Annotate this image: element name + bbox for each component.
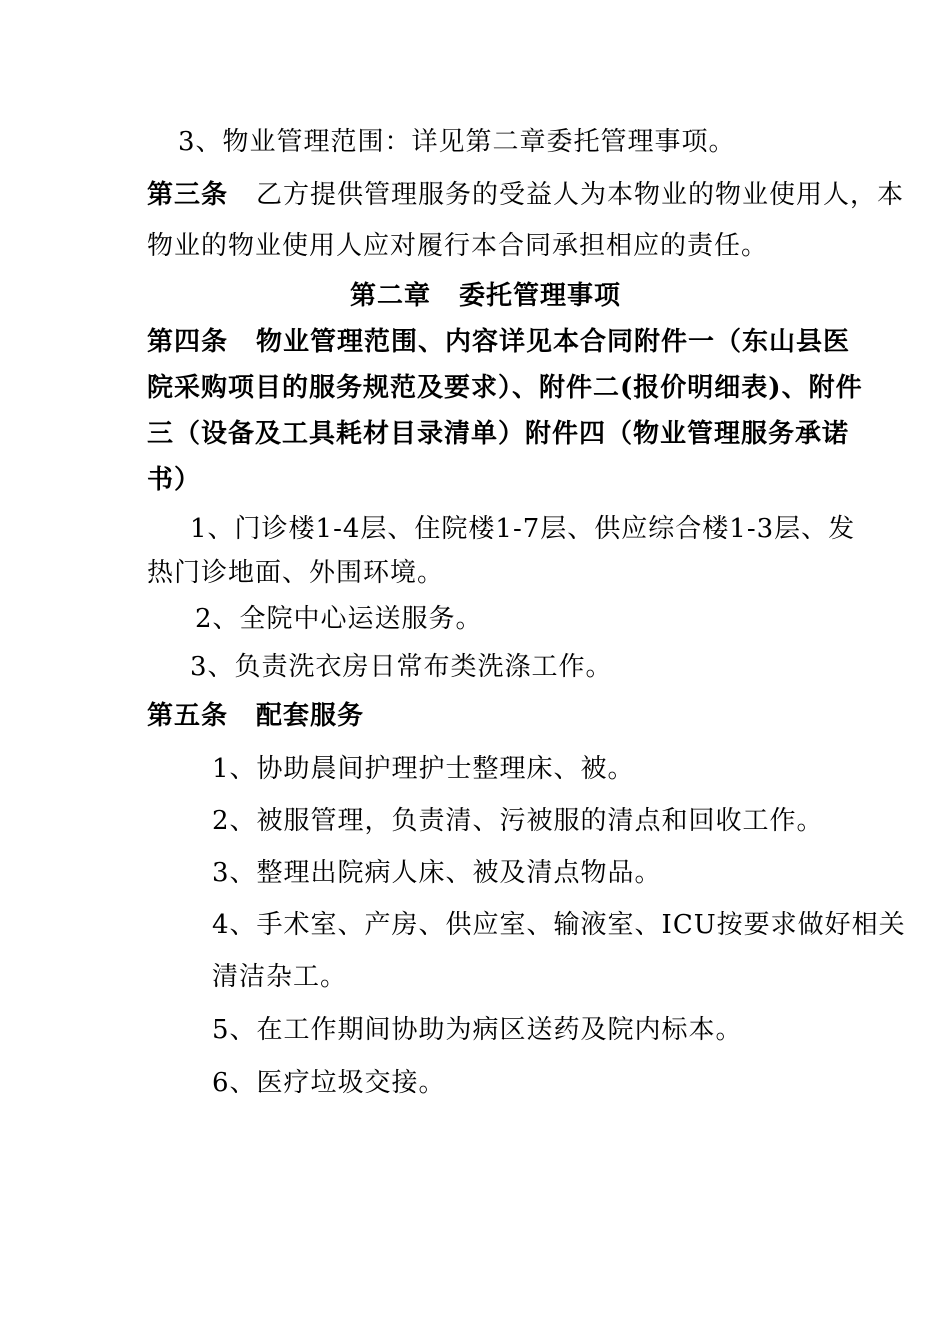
art4-label: 第四条: [147, 327, 229, 357]
art3-label: 第三条: [147, 180, 229, 210]
art5-item3: 3、整理出院病人床、被及清点物品。: [212, 858, 662, 888]
art4-line3: 三（设备及工具耗材目录清单）附件四（物业管理服务承诺: [147, 419, 850, 449]
art5-item5: 5、在工作期间协助为病区送药及院内标本。: [212, 1015, 743, 1045]
art5-item2: 2、被服管理，负责清、污被服的清点和回收工作。: [212, 806, 824, 836]
art4-line1: [147, 327, 850, 357]
chapter2-heading: [350, 281, 621, 311]
art4-line4: 书）: [147, 465, 202, 495]
art4-item1-line2: 热门诊地面、外围环境。: [147, 558, 445, 588]
art4-line2: 院采购项目的服务规范及要求）、附件二(报价明细表)、附件: [147, 373, 863, 403]
art5-item6: 6、医疗垃圾交接。: [212, 1068, 446, 1098]
art5-title: 配套服务: [256, 701, 365, 731]
art4-item1-line1: 1、门诊楼1-4层、住院楼1-7层、供应综合楼1-3层、发: [190, 514, 856, 544]
art2-item3: 3、物业管理范围：详见第二章委托管理事项。: [178, 127, 736, 157]
art5-item1: 1、协助晨间护理护士整理床、被。: [212, 754, 635, 784]
art5-label: 第五条: [147, 701, 229, 731]
chapter2-title: 委托管理事项: [459, 281, 622, 311]
art4-item3: 3、负责洗衣房日常布类洗涤工作。: [190, 652, 613, 682]
art3-line2: 物业的物业使用人应对履行本合同承担相应的责任。: [147, 231, 769, 261]
art5-item4-line1: 4、手术室、产房、供应室、输液室、ICU按要求做好相关: [212, 910, 906, 940]
chapter2-number: 第二章: [350, 281, 432, 311]
art4-item2: 2、全院中心运送服务。: [195, 604, 483, 634]
art5-heading: [147, 701, 364, 731]
art5-item4-line2: 清洁杂工。: [212, 962, 348, 992]
art3-line1: [147, 180, 904, 210]
art4-text1: 物业管理范围、内容详见本合同附件一（东山县医: [256, 327, 851, 357]
art3-text1: 乙方提供管理服务的受益人为本物业的物业使用人，本: [256, 180, 905, 210]
